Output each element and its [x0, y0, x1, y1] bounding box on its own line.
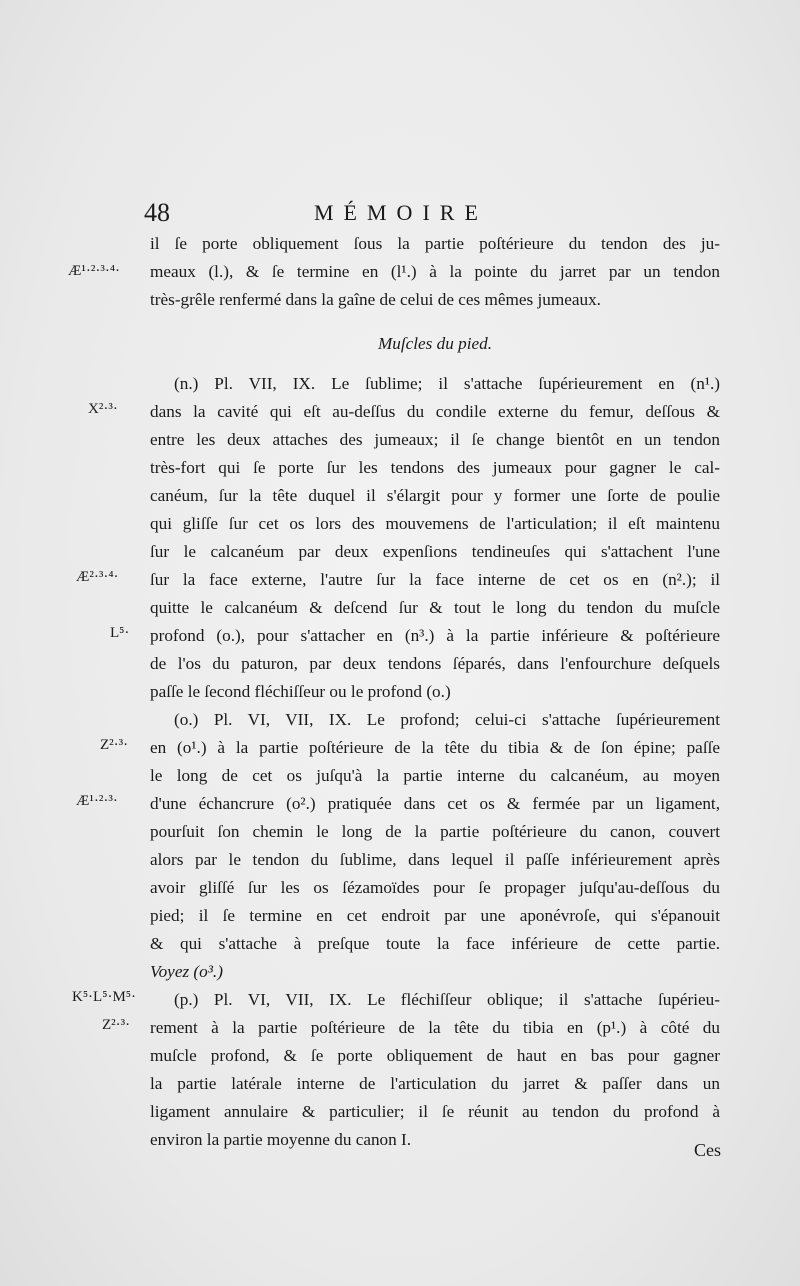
- margin-reference: X²·³·: [88, 401, 118, 417]
- text-line: environ la partie moyenne du canon I.: [150, 1130, 412, 1149]
- running-title: MÉMOIRE: [314, 200, 488, 225]
- text-line: pourſuit ſon chemin le long de la partie poſtérieure du canon, couvert: [150, 822, 720, 841]
- text-line: muſcle profond, & ſe porte obliquement de haut en bas pour gagner: [150, 1046, 720, 1065]
- text-line: la partie latérale interne de l'articulation du jarret & paſſer dans un: [150, 1074, 720, 1093]
- margin-reference: Æ¹·²·³·⁴·: [68, 263, 121, 279]
- margin-reference: Z²·³·: [100, 737, 129, 753]
- text-line: & qui s'attache à preſque toute la face inférieure de cette partie.: [150, 934, 720, 953]
- text-line: pied; il ſe termine en cet endroit par une aponévroſe, qui s'épanouit: [150, 906, 720, 925]
- text-line: il ſe porte obliquement ſous la partie poſtérieure du tendon des ju-: [150, 234, 720, 253]
- text-line: canéum, ſur la tête duquel il s'élargit pour y former une ſorte de poulie: [150, 486, 720, 505]
- text-line: en (o¹.) à la partie poſtérieure de la tête du tibia & de ſon épine; paſſe: [150, 738, 720, 757]
- text-line: (n.) Pl. VII, IX. Le ſublime; il s'attache ſupérieurement en (n¹.): [174, 374, 720, 393]
- margin-reference: Æ¹·²·³·: [76, 793, 118, 809]
- text-line: qui gliſſe ſur cet os lors des mouvemens de l'articulation; il eſt maintenu: [150, 514, 720, 533]
- text-line: profond (o.), pour s'attacher en (n³.) à la partie inférieure & poſtérieure: [150, 626, 720, 645]
- margin-reference: Æ²·³·⁴·: [76, 569, 119, 585]
- section-heading: Muſcles du pied.: [377, 334, 493, 353]
- text-line: ſur la face externe, l'autre ſur la face interne de cet os en (n².); il: [150, 570, 720, 589]
- text-line: (p.) Pl. VI, VII, IX. Le fléchiſſeur oblique; il s'attache ſupérieu-: [174, 990, 720, 1009]
- text-line: dans la cavité qui eſt au-deſſus du condile externe du femur, deſſous &: [150, 402, 720, 421]
- text-line: alors par le tendon du ſublime, dans lequel il paſſe inférieurement après: [150, 850, 720, 869]
- page-number: 48: [144, 198, 170, 227]
- text-line: de l'os du paturon, par deux tendons ſéparés, dans l'enfourchure deſquels: [150, 654, 720, 673]
- text-line: rement à la partie poſtérieure de la tête du tibia en (p¹.) à côté du: [150, 1018, 720, 1037]
- text-line: quitte le calcanéum & deſcend ſur & tout le long du tendon du muſcle: [150, 598, 720, 617]
- margin-reference: Z²·³·: [102, 1017, 131, 1033]
- text-line: ligament annulaire & particulier; il ſe réunit au tendon du profond à: [150, 1102, 720, 1121]
- page-header: [140, 198, 740, 232]
- text-line: Voyez (o³.): [150, 962, 223, 981]
- text-line: meaux (l.), & ſe termine en (l¹.) à la pointe du jarret par un tendon: [150, 262, 720, 281]
- text-line: (o.) Pl. VI, VII, IX. Le profond; celui-ci s'attache ſupérieurement: [174, 710, 720, 729]
- text-line: d'une échancrure (o².) pratiquée dans cet os & fermée par un ligament,: [150, 794, 720, 813]
- text-line: avoir gliſſé ſur les os ſézamoïdes pour ſe propager juſqu'au-deſſous du: [150, 878, 720, 897]
- catchword: Ces: [694, 1140, 721, 1160]
- text-line: très-fort qui ſe porte ſur les tendons des jumeaux pour gagner le cal-: [150, 458, 720, 477]
- text-line: très-grêle renfermé dans la gaîne de celui de ces mêmes jumeaux.: [150, 290, 601, 309]
- text-line: entre les deux attaches des jumeaux; il ſe change bientôt en un tendon: [150, 430, 720, 449]
- text-line: le long de cet os juſqu'à la partie interne du calcanéum, au moyen: [150, 766, 720, 785]
- text-line: ſur le calcanéum par deux expenſions tendineuſes qui s'attachent l'une: [150, 542, 720, 561]
- margin-reference: K⁵·L⁵·M⁵·: [72, 989, 137, 1005]
- margin-reference: L⁵·: [110, 625, 130, 641]
- text-line: paſſe le ſecond fléchiſſeur ou le profond (o.): [150, 682, 451, 701]
